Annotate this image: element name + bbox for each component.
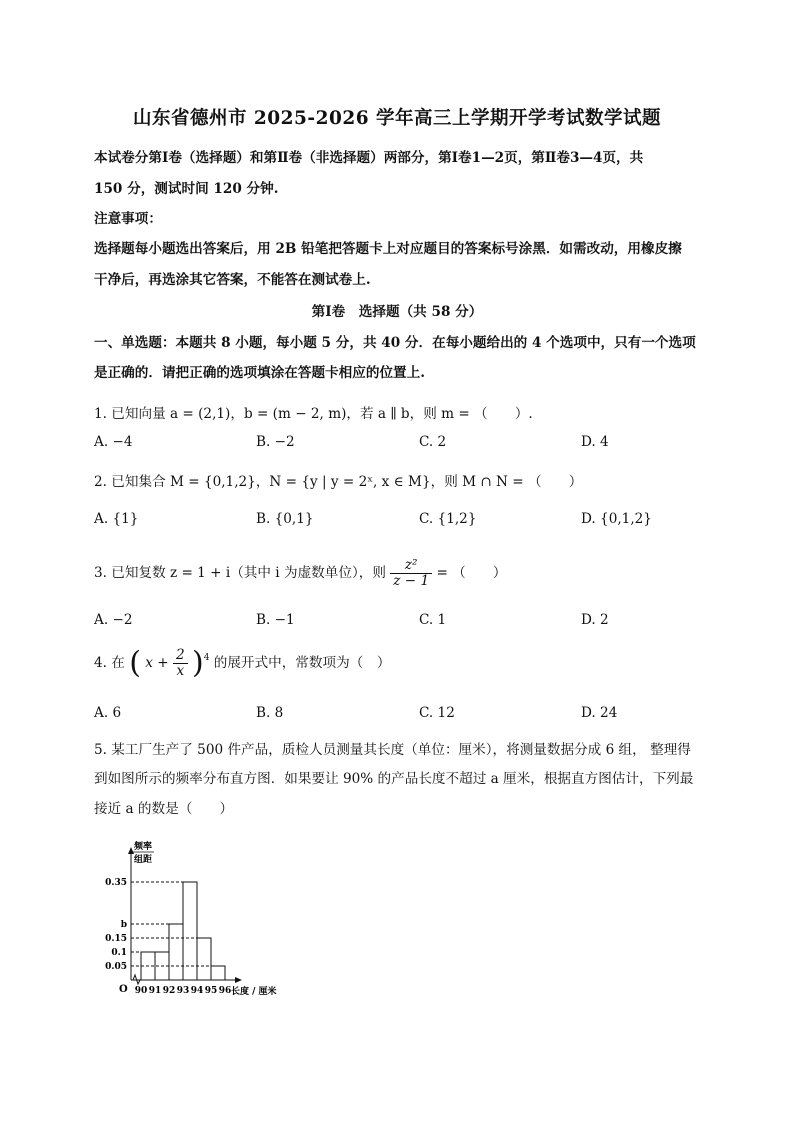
- q1-option-c[interactable]: C. 2: [419, 434, 447, 450]
- q4-stem-prefix: 4. 在: [94, 654, 125, 671]
- y-axis-label-denominator: 组距: [133, 855, 153, 865]
- intro-line-2: 150 分，测试时间 120 分钟.: [94, 181, 279, 197]
- y-tick-label: 0.35: [105, 878, 127, 888]
- section-heading: 第Ⅰ卷 选择题（共 58 分）: [311, 304, 483, 320]
- histogram-bar: [211, 966, 225, 980]
- q4-power: 4: [203, 652, 210, 663]
- notice-heading: 注意事项：: [94, 211, 162, 227]
- question-4-stem: [94, 645, 391, 681]
- question-1-stem: 1. 已知向量 a = (2,1)，b = (m − 2, m)，若 a ∥ b，则 m = （ ）.: [94, 406, 533, 422]
- q4-right-paren: ): [191, 645, 204, 681]
- q4-fraction-numerator: 2: [173, 648, 188, 664]
- question-5-line-2: 到如图所示的频率分布直方图．如果要让 90% 的产品长度不超过 a 厘米，根据直方图估计，下列最: [94, 771, 694, 787]
- question-5-line-3: 接近 a 的数是（ ）: [94, 801, 234, 817]
- x-axis-arrow: [235, 977, 242, 983]
- x-tick-label: 95: [204, 986, 218, 996]
- q1-option-d[interactable]: D. 4: [581, 434, 609, 450]
- q4-option-d[interactable]: D. 24: [581, 705, 618, 721]
- question-3-stem: [94, 558, 507, 589]
- q3-fraction: [390, 558, 432, 589]
- x-tick-label: 96: [218, 986, 232, 996]
- q2-option-d[interactable]: D. {0,1,2}: [581, 511, 652, 527]
- intro-line-1: 本试卷分第Ⅰ卷（选择题）和第Ⅱ卷（非选择题）两部分，第Ⅰ卷1—2页，第Ⅱ卷3—4页，共: [94, 150, 644, 166]
- q3-fraction-numerator: z²: [390, 558, 432, 574]
- y-tick-label: 0.05: [105, 962, 127, 972]
- x-tick-label: 90: [134, 986, 148, 996]
- q1-option-b[interactable]: B. −2: [256, 434, 295, 450]
- section-instruction-1: 一、单选题：本题共 8 小题，每小题 5 分，共 40 分．在每小题给出的 4 个选项中，只有一个选项: [94, 335, 696, 351]
- question-5-line-1: 5. 某工厂生产了 500 件产品，质检人员测量其长度（单位：厘米），将测量数据分成 6 组， 整理得: [94, 742, 691, 758]
- q1-option-a[interactable]: A. −4: [94, 434, 133, 450]
- notice-rule-1: 选择题每小题选出答案后，用 2B 铅笔把答题卡上对应题目的答案标号涂黑．如需改动，用橡皮擦: [94, 241, 682, 257]
- x-tick-label: 92: [162, 986, 176, 996]
- histogram-bar: [197, 938, 211, 980]
- q4-left-paren: (: [129, 645, 141, 681]
- q3-fraction-denominator: z − 1: [393, 572, 430, 589]
- q4-option-c[interactable]: C. 12: [419, 705, 455, 721]
- q3-option-d[interactable]: D. 2: [581, 612, 609, 628]
- x-axis-label: 长度 / 厘米: [231, 987, 277, 997]
- histogram-bar: [169, 924, 183, 980]
- origin-label: O: [119, 984, 128, 995]
- x-tick-label: 93: [176, 986, 190, 996]
- question-2-stem: 2. 已知集合 M = {0,1,2}，N = {y | y = 2ˣ, x ∈ M}，则 M ∩ N = （ ）: [94, 474, 583, 490]
- q4-stem-suffix: 的展开式中，常数项为（ ）: [213, 654, 391, 671]
- y-tick-label: b: [120, 920, 127, 930]
- q3-option-a[interactable]: A. −2: [94, 612, 133, 628]
- y-tick-label: 0.15: [105, 934, 127, 944]
- notice-rule-2: 干净后，再选涂其它答案，不能答在测试卷上.: [94, 272, 371, 288]
- section-instruction-2: 是正确的．请把正确的选项填涂在答题卡相应的位置上.: [94, 365, 425, 381]
- histogram-bar: [183, 882, 197, 980]
- q3-option-b[interactable]: B. −1: [256, 612, 295, 628]
- q4-fraction-denominator: x: [176, 662, 185, 679]
- q2-option-c[interactable]: C. {1,2}: [419, 511, 477, 527]
- frequency-histogram: [96, 840, 316, 1000]
- q4-fraction: [173, 648, 188, 679]
- y-axis-label-numerator: 频率: [133, 842, 153, 852]
- q3-option-c[interactable]: C. 1: [419, 612, 447, 628]
- q4-option-b[interactable]: B. 8: [256, 705, 284, 721]
- q3-stem-suffix: = （ ）: [436, 564, 507, 581]
- x-tick-label: 94: [190, 986, 204, 996]
- page-title: 山东省德州市 2025-2026 学年高三上学期开学考试数学试题: [132, 108, 662, 129]
- q4-expr-left: x +: [145, 654, 169, 671]
- x-tick-label: 91: [148, 986, 162, 996]
- q2-option-b[interactable]: B. {0,1}: [256, 511, 314, 527]
- y-tick-label: 0.1: [111, 948, 127, 958]
- q3-stem-prefix: 3. 已知复数 z = 1 + i（其中 i 为虚数单位），则: [94, 564, 386, 581]
- q4-option-a[interactable]: A. 6: [94, 705, 122, 721]
- q2-option-a[interactable]: A. {1}: [94, 511, 139, 527]
